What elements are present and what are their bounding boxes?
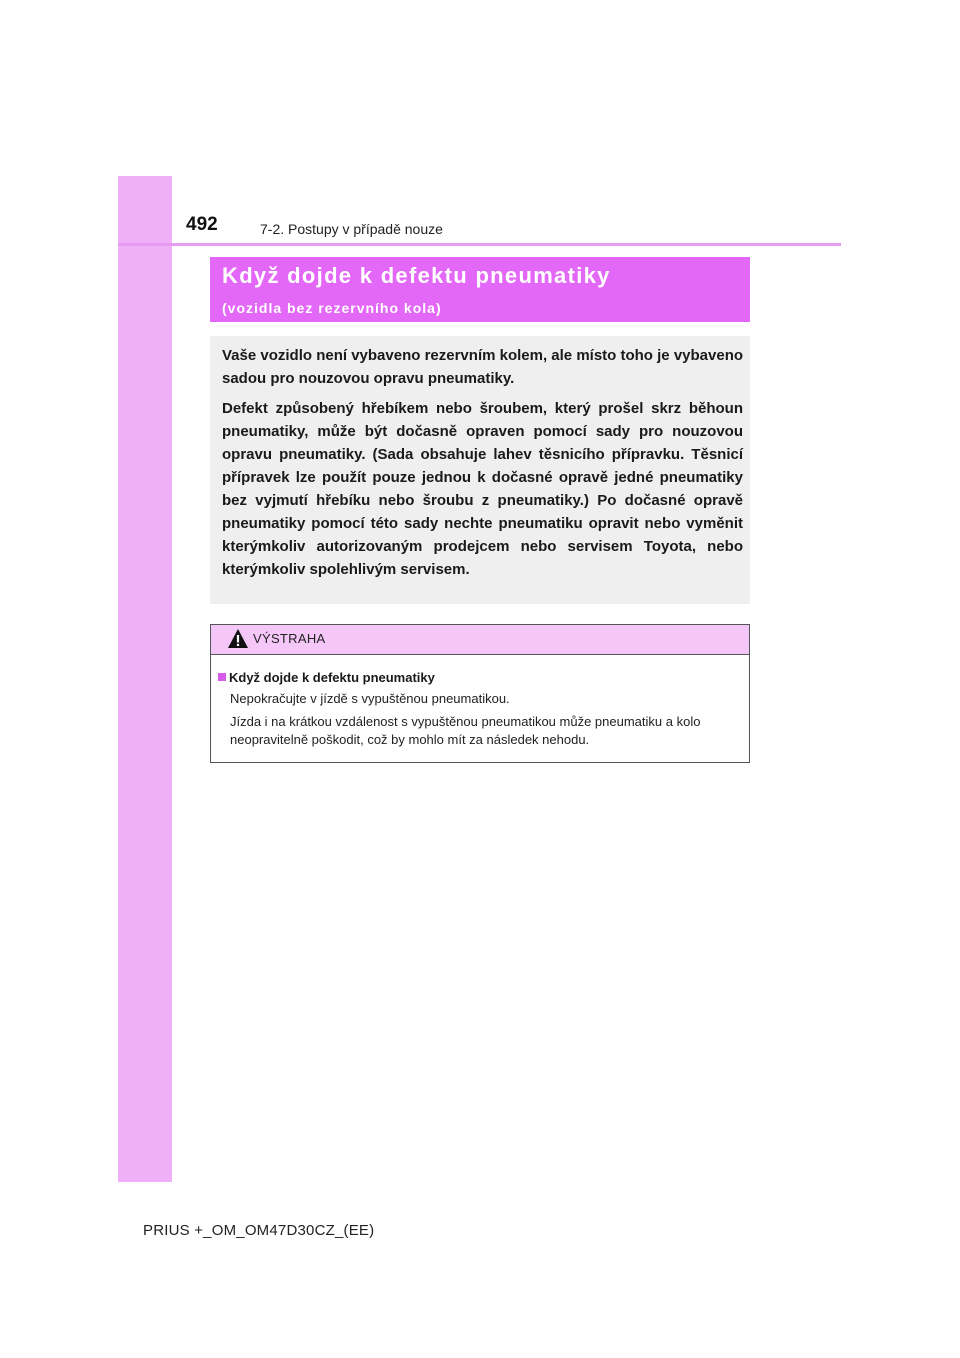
warning-heading-text: Když dojde k defektu pneumatiky xyxy=(229,670,435,685)
page-subtitle: (vozidla bez rezervního kola) xyxy=(222,300,442,316)
warning-box xyxy=(210,624,750,763)
warning-header xyxy=(211,625,749,655)
title-banner xyxy=(210,257,750,322)
intro-paragraph: Defekt způsobený hřebíkem nebo šroubem, který prošel skrz běhoun pneumatiky, může být dočasně opraven pomocí sady pro nouzovou opravu pneumatiky. (Sada obsahuje lahev těsnicího přípravku. Těsnicí přípravek lze použít pouze jednou k dočasné opravě jedné pneumatiky bez vyjmutí hřebíku nebo šroubu z pneumatiky.) Po dočasné opravě pneumatiky pomocí této sady nechte pneumatiku opravit nebo vyměnit kterýmkoliv autorizovaným prodejcem nebo servisem Toyota, nebo kterýmkoliv spolehlivým servisem. xyxy=(222,400,743,578)
warning-triangle-icon xyxy=(227,628,249,649)
chapter-side-tab xyxy=(118,176,172,1182)
bullet-square-icon xyxy=(218,673,226,681)
warning-body xyxy=(211,655,749,749)
intro-paragraph: Vaše vozidlo není vybaveno rezervním kolem, ale místo toho je vybaveno sadou pro nouzovou opravu pneumatiky. xyxy=(222,347,744,387)
section-label: 7-2. Postupy v případě nouze xyxy=(260,221,443,237)
document-code: PRIUS +_OM_OM47D30CZ_(EE) xyxy=(143,1222,375,1239)
page-number: 492 xyxy=(186,214,218,235)
warning-text: Nepokračujte v jízdě s vypuštěnou pneumatikou. xyxy=(230,691,510,706)
warning-text: Jízda i na krátkou vzdálenost s vypuštěnou pneumatikou může pneumatiku a kolo neopravitelně poškodit, což by mohlo mít za následek nehodu. xyxy=(230,714,701,747)
warning-heading xyxy=(218,669,739,687)
intro-box xyxy=(210,336,750,604)
page-title: Když dojde k defektu pneumatiky xyxy=(222,263,611,288)
warning-title: VÝSTRAHA xyxy=(253,631,326,646)
header-divider xyxy=(118,243,841,246)
